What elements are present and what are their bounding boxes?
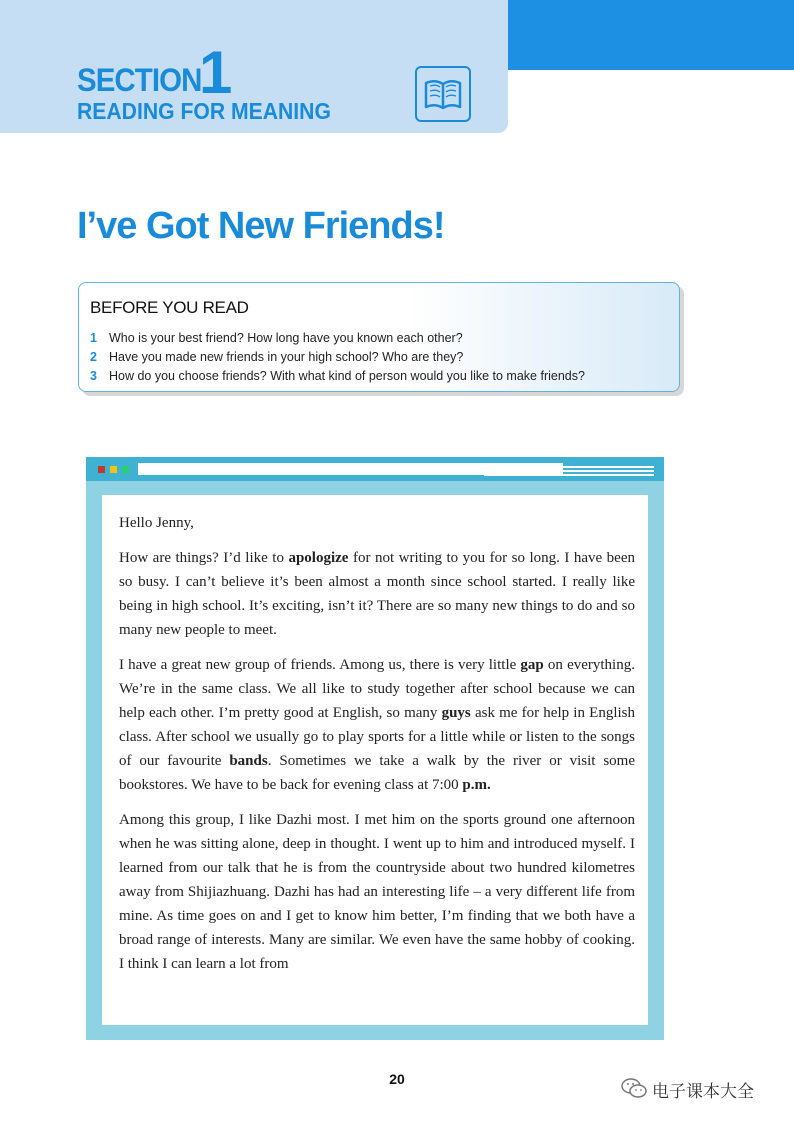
question-text: How do you choose friends? With what kind of person would you like to make friends?: [109, 369, 585, 383]
section-label: SECTION: [77, 62, 202, 98]
question-text: Who is your best friend? How long have you known each other?: [109, 331, 463, 345]
window-dot-green: [122, 466, 129, 473]
question-item: [90, 369, 585, 383]
vocab-word: guys: [441, 705, 471, 721]
browser-title-bar: [86, 457, 664, 481]
question-number: 3: [90, 369, 97, 383]
window-dot-yellow: [110, 466, 117, 473]
question-text: Have you made new friends in your high school? Who are they?: [109, 350, 464, 364]
open-book-icon: [415, 66, 471, 122]
page-number: 20: [389, 1071, 405, 1087]
header-accent-bar: [508, 0, 794, 70]
vocab-word: bands: [229, 753, 268, 769]
question-item: [90, 331, 463, 345]
before-you-read-heading: BEFORE YOU READ: [90, 298, 249, 317]
browser-window-illustration: [86, 457, 664, 1040]
vocab-word: apologize: [288, 550, 349, 566]
letter-greeting: Hello Jenny,: [119, 515, 194, 531]
vocab-word: p.m.: [462, 777, 491, 793]
question-number: 1: [90, 331, 97, 345]
menu-line: [484, 466, 654, 468]
watermark-name: 电子课本大全: [652, 1082, 754, 1101]
window-dot-red: [98, 466, 105, 473]
letter-paragraph-1: How are things? I’d like to apologize for not writing to you for so long. I have been so busy. I can’t believe it’s been almost a month since school started. I really like being in high school. It’s exciting, isn’t it? There are so many new things to do and so many new people to meet.: [119, 550, 635, 638]
section-number: 1: [199, 39, 233, 106]
vocab-word: gap: [520, 657, 544, 673]
wechat-icon: [620, 1077, 648, 1104]
letter-paragraph-2: I have a great new group of friends. Among us, there is very little gap on everything. We’re in the same class. We all like to study together after school because we can help each other. I’m pretty good at English, so many guys ask me for help in English class. After school we usually go to play sports for a little while or listen to the songs of our favourite bands. Sometimes we take a walk by the river or visit some bookstores. We have to be back for evening class at 7:00 p.m.: [119, 657, 635, 793]
letter-body: [119, 511, 635, 987]
section-subtitle: READING FOR MEANING: [77, 98, 331, 124]
before-you-read-box: [78, 282, 680, 392]
question-number: 2: [90, 350, 97, 364]
question-item: [90, 350, 463, 364]
letter-paragraph-3: Among this group, I like Dazhi most. I met him on the sports ground one afternoon when he was sitting alone, deep in thought. I went up to him and introduced myself. I learned from our talk that he is from the countryside about two hundred kilometres away from Shijiazhuang. Dazhi has had an interesting life – a very different life from mine. As time goes on and I get to know him better, I’m finding that we both have a broad range of interests. Many are similar. We even have the same hobby of cooking. I think I can learn a lot from: [119, 812, 635, 972]
lesson-title: I’ve Got New Friends!: [77, 205, 445, 247]
menu-line: [484, 474, 654, 476]
letter-page: [102, 495, 648, 1025]
menu-line: [484, 470, 654, 472]
